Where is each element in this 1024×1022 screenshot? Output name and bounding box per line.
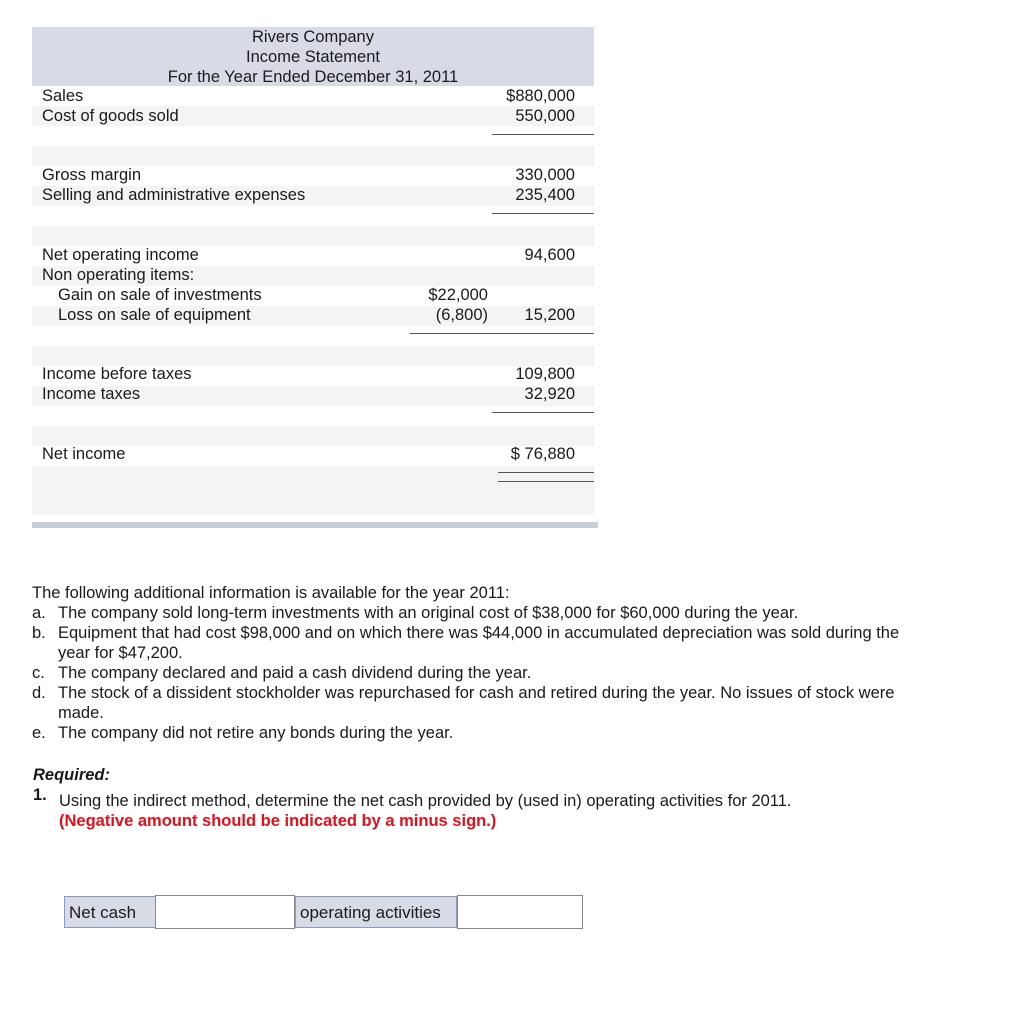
operating-activities-amount-input[interactable] xyxy=(457,895,583,929)
cogs-value: 550,000 xyxy=(515,107,575,125)
underline xyxy=(492,213,594,214)
additional-info xyxy=(32,583,912,743)
income-before-taxes-value: 109,800 xyxy=(515,365,575,383)
underline xyxy=(492,134,594,135)
info-item-label: d. xyxy=(32,684,46,702)
info-item-text: The company did not retire any bonds during the year. xyxy=(58,724,454,742)
net-operating-income-label: Net operating income xyxy=(42,246,199,264)
income-taxes-label: Income taxes xyxy=(42,385,141,403)
info-item xyxy=(32,683,912,723)
info-item-label: b. xyxy=(32,624,46,642)
statement-bottom-bar xyxy=(32,522,598,528)
row-band xyxy=(32,466,594,514)
info-item-text: Equipment that had cost $98,000 and on which there was $44,000 in accumulated depreciation was sold during the year for $47,200. xyxy=(58,624,900,662)
row-band xyxy=(32,346,594,366)
net-operating-income-value: 94,600 xyxy=(524,246,575,264)
row-band xyxy=(32,146,594,166)
income-before-taxes-label: Income before taxes xyxy=(42,365,192,383)
row-band xyxy=(32,426,594,446)
required-heading: Required: xyxy=(33,766,111,784)
info-item xyxy=(32,603,912,623)
gain-label: Gain on sale of investments xyxy=(58,286,262,304)
sales-value: $880,000 xyxy=(506,87,575,105)
required-question: Using the indirect method, determine the net cash provided by (used in) operating activities for 2011. xyxy=(59,792,792,810)
gross-margin-label: Gross margin xyxy=(42,166,142,184)
info-item xyxy=(32,623,912,663)
info-item-label: c. xyxy=(32,664,45,682)
net-cash-label: Net cash xyxy=(64,896,156,928)
statement-title: Income Statement xyxy=(246,48,380,66)
net-cash-select[interactable] xyxy=(155,895,295,929)
underline xyxy=(410,333,594,334)
info-item-text: The stock of a dissident stockholder was repurchased for cash and retired during the year. No issues of stock were made. xyxy=(58,684,895,722)
info-item-text: The company declared and paid a cash dividend during the year. xyxy=(58,664,532,682)
info-item-text: The company sold long-term investments with an original cost of $38,000 for $60,000 during the year. xyxy=(58,604,799,622)
sales-label: Sales xyxy=(42,87,84,105)
info-item-label: a. xyxy=(32,604,46,622)
loss-value: (6,800) xyxy=(435,306,488,324)
info-item xyxy=(32,663,912,683)
loss-label: Loss on sale of equipment xyxy=(58,306,251,324)
company-name: Rivers Company xyxy=(252,28,374,46)
cogs-label: Cost of goods sold xyxy=(42,107,179,125)
additional-info-intro: The following additional information is available for the year 2011: xyxy=(32,584,510,602)
underline xyxy=(492,412,594,413)
required-number: 1. xyxy=(33,786,47,804)
sga-value: 235,400 xyxy=(515,186,575,204)
row-band xyxy=(32,226,594,246)
operating-activities-label: operating activities xyxy=(295,896,457,928)
non-operating-label: Non operating items: xyxy=(42,266,195,284)
sga-label: Selling and administrative expenses xyxy=(42,186,306,204)
net-income-label: Net income xyxy=(42,445,126,463)
non-operating-total: 15,200 xyxy=(524,306,575,324)
required-note: (Negative amount should be indicated by a minus sign.) xyxy=(59,812,497,830)
gain-value: $22,000 xyxy=(428,286,488,304)
statement-period: For the Year Ended December 31, 2011 xyxy=(167,68,459,86)
income-taxes-value: 32,920 xyxy=(524,385,575,403)
info-item xyxy=(32,723,912,743)
gross-margin-value: 330,000 xyxy=(515,166,575,184)
info-item-label: e. xyxy=(32,724,46,742)
net-income-value: $ 76,880 xyxy=(510,445,575,463)
double-underline xyxy=(498,481,594,482)
double-underline xyxy=(498,472,594,473)
